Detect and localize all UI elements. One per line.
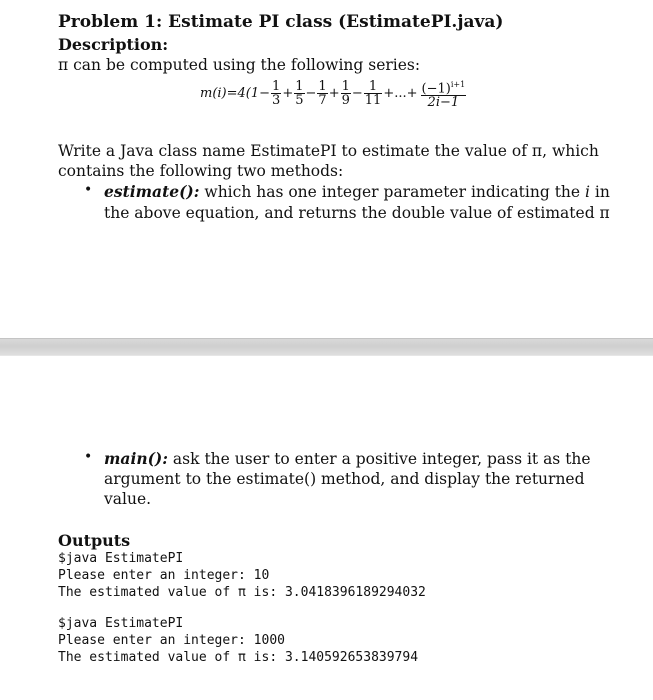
fraction-1-9: $\frac{1}{9}$ <box>341 79 350 109</box>
output-line: $java EstimatePI <box>58 551 184 566</box>
output-line: Please enter an integer: 1000 <box>58 633 285 648</box>
paragraph-line-2: contains the following two methods: <box>58 162 344 180</box>
paragraph-line-1: Write a Java class name EstimatePI to estimate the value of π, which <box>58 142 599 160</box>
description-heading: Description: <box>58 35 169 54</box>
bullet-dot-1: • <box>84 182 93 198</box>
output-line: Please enter an integer: 10 <box>58 568 270 583</box>
outputs-heading: Outputs <box>58 531 131 550</box>
fraction-1-7: $\frac{1}{7}$ <box>318 79 327 109</box>
formula-lhs: m(i)=4(1− <box>200 86 271 102</box>
fraction-1-11: $\frac{1}{11}$ <box>364 79 382 109</box>
page-divider <box>0 338 653 356</box>
bullet-dot-2: • <box>84 449 93 465</box>
output-line: $java EstimatePI <box>58 616 184 631</box>
method-main-name: main(): <box>104 449 168 468</box>
output-line: The estimated value of π is: 3.140592653839794 <box>58 650 419 665</box>
bullet-estimate-line-1: estimate(): which has one integer parameter indicating the i in <box>104 182 610 201</box>
bullet-main-line-2: argument to the estimate() method, and display the returned <box>104 470 585 488</box>
method-estimate-name: estimate(): <box>104 182 200 201</box>
output-line: The estimated value of π is: 3.0418396189294032 <box>58 585 426 600</box>
fraction-1-5: $\frac{1}{5}$ <box>295 79 304 109</box>
series-formula: m(i)=4(1− $\frac{1}{3}$ + $\frac{1}{5}$ − $\frac{1}{7}$ + $\frac{1}{9}$ − $\frac{1}{11}$ +...+ $\frac{(-1)^{i+1}}{2i-1}$ <box>200 79 466 111</box>
bullet-estimate-line-2: the above equation, and returns the double value of estimated π <box>104 204 610 222</box>
bullet-main-line-1: main(): ask the user to enter a positive integer, pass it as the <box>104 449 591 468</box>
bullet-main-line-3: value. <box>104 490 152 508</box>
series-intro: π can be computed using the following series: <box>58 56 421 74</box>
problem-title: Problem 1: Estimate PI class (EstimatePI.java) <box>58 12 504 32</box>
fraction-1-3: $\frac{1}{3}$ <box>272 79 281 109</box>
fraction-general-term: $\frac{(-1)^{i+1}}{2i-1}$ <box>421 80 466 111</box>
formula-ellipsis: +...+ <box>383 86 418 102</box>
